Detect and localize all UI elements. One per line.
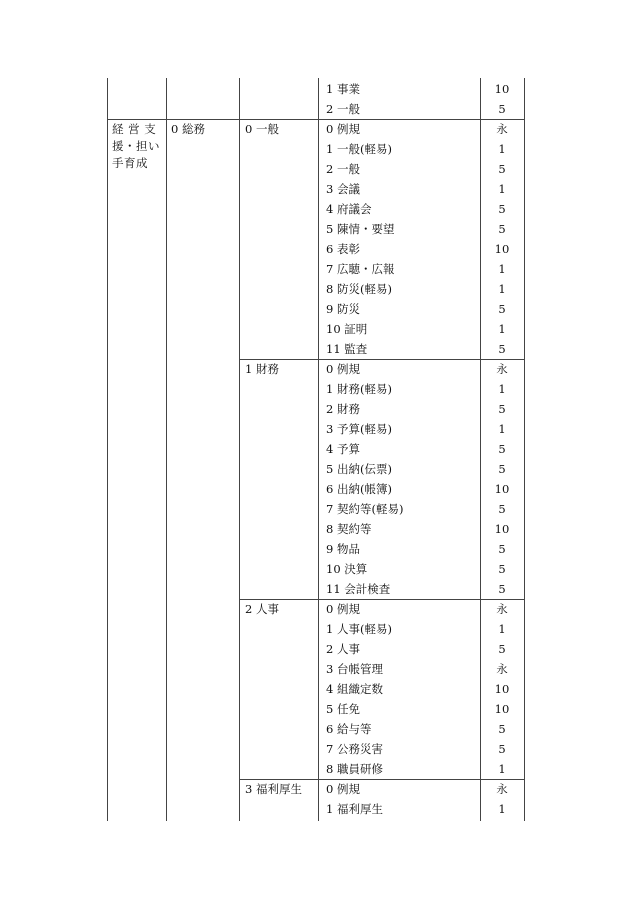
item-name: 11 監査: [326, 342, 368, 356]
item-name: 6 出納(帳簿): [326, 482, 392, 496]
item-name: 6 給与等: [326, 722, 372, 736]
column-rule: [318, 78, 319, 821]
retention-years: 5: [498, 222, 506, 236]
item-name: 4 組織定数: [326, 682, 383, 696]
item-name: 10 決算: [326, 562, 368, 576]
retention-years: 5: [498, 462, 506, 476]
row-rule: [239, 359, 524, 360]
retention-years: 1: [498, 282, 506, 296]
item-name: 3 台帳管理: [326, 662, 383, 676]
retention-years: 5: [498, 742, 506, 756]
retention-years: 5: [498, 162, 506, 176]
retention-years: 5: [498, 302, 506, 316]
item-name: 0 例規: [326, 782, 360, 796]
retention-years: 5: [498, 102, 506, 116]
retention-years: 永: [496, 122, 508, 136]
retention-years: 5: [498, 542, 506, 556]
retention-years: 5: [498, 582, 506, 596]
item-name: 3 会議: [326, 182, 360, 196]
item-name: 3 予算(軽易): [326, 422, 392, 436]
item-name: 8 契約等: [326, 522, 372, 536]
column-rule: [239, 78, 240, 821]
item-name: 9 防災: [326, 302, 360, 316]
item-name: 11 会計検査: [326, 582, 391, 596]
retention-years: 5: [498, 442, 506, 456]
item-name: 2 人事: [326, 642, 360, 656]
small-category: 3 福利厚生: [245, 782, 302, 796]
large-category: 経 営 支 援・担い手育成: [112, 122, 160, 170]
item-name: 1 財務(軽易): [326, 382, 392, 396]
item-name: 1 一般(軽易): [326, 142, 392, 156]
retention-years: 1: [498, 762, 506, 776]
item-name: 4 予算: [326, 442, 360, 456]
item-name: 10 証明: [326, 322, 368, 336]
item-name: 0 例規: [326, 602, 360, 616]
column-rule: [480, 78, 481, 821]
retention-years: 5: [498, 342, 506, 356]
retention-years: 5: [498, 642, 506, 656]
item-name: 8 職員研修: [326, 762, 383, 776]
medium-category: 0 総務: [171, 122, 205, 136]
retention-years: 永: [496, 362, 508, 376]
retention-years: 10: [494, 242, 510, 256]
retention-years: 5: [498, 722, 506, 736]
retention-years: 5: [498, 502, 506, 516]
retention-years: 1: [498, 262, 506, 276]
item-name: 7 広聴・広報: [326, 262, 395, 276]
small-category: 0 一般: [245, 122, 279, 136]
retention-years: 10: [494, 522, 510, 536]
item-name: 2 財務: [326, 402, 360, 416]
item-name: 0 例規: [326, 362, 360, 376]
retention-years: 1: [498, 322, 506, 336]
retention-years: 1: [498, 142, 506, 156]
retention-years: 1: [498, 422, 506, 436]
item-name: 8 防災(軽易): [326, 282, 392, 296]
item-name: 2 一般: [326, 102, 360, 116]
item-name: 2 一般: [326, 162, 360, 176]
small-category: 2 人事: [245, 602, 279, 616]
retention-years: 5: [498, 402, 506, 416]
column-rule: [166, 78, 167, 821]
retention-years: 1: [498, 382, 506, 396]
item-name: 1 福利厚生: [326, 802, 383, 816]
item-name: 9 物品: [326, 542, 360, 556]
column-rule: [524, 78, 525, 821]
retention-years: 10: [494, 682, 510, 696]
row-rule: [239, 779, 524, 780]
retention-years: 5: [498, 202, 506, 216]
retention-years: 1: [498, 622, 506, 636]
item-name: 0 例規: [326, 122, 360, 136]
retention-years: 10: [494, 82, 510, 96]
retention-years: 永: [496, 662, 508, 676]
item-name: 7 公務災害: [326, 742, 383, 756]
item-name: 4 府議会: [326, 202, 372, 216]
retention-years: 1: [498, 182, 506, 196]
retention-years: 永: [496, 602, 508, 616]
item-name: 1 人事(軽易): [326, 622, 392, 636]
item-name: 5 出納(伝票): [326, 462, 392, 476]
retention-years: 10: [494, 482, 510, 496]
small-category: 1 財務: [245, 362, 279, 376]
retention-years: 10: [494, 702, 510, 716]
retention-years: 1: [498, 802, 506, 816]
row-rule: [239, 599, 524, 600]
retention-years: 永: [496, 782, 508, 796]
item-name: 6 表彰: [326, 242, 360, 256]
item-name: 1 事業: [326, 82, 360, 96]
retention-years: 5: [498, 562, 506, 576]
column-rule: [107, 78, 108, 821]
item-name: 7 契約等(軽易): [326, 502, 404, 516]
item-name: 5 陳情・要望: [326, 222, 395, 236]
row-rule: [107, 119, 524, 120]
item-name: 5 任免: [326, 702, 360, 716]
